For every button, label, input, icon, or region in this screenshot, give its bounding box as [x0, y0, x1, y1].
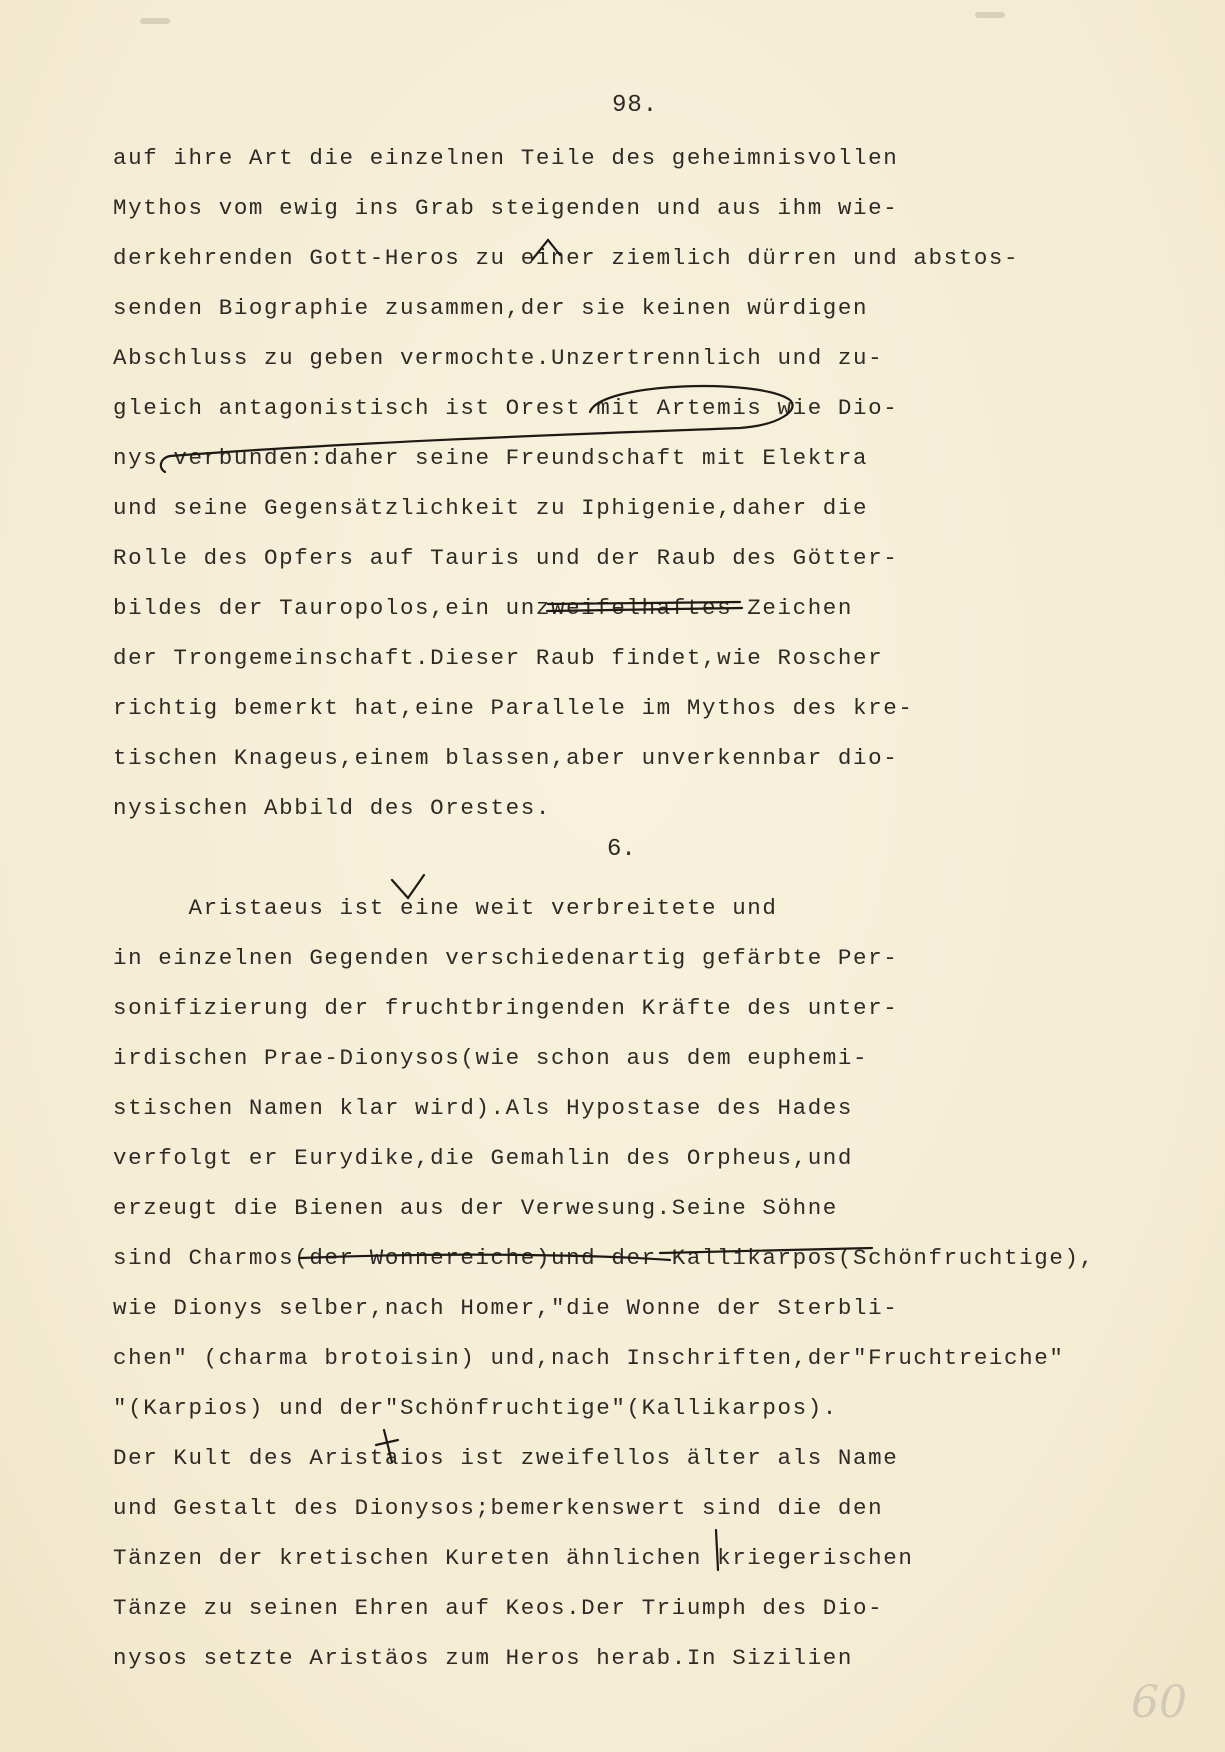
text-line: Der Kult des Aristaios ist zweifellos älter als Name [113, 1445, 899, 1471]
text-line: der Trongemeinschaft.Dieser Raub findet,wie Roscher [113, 645, 884, 671]
text-line: und seine Gegensätzlichkeit zu Iphigenie,daher die [113, 495, 869, 521]
text-line: Tänze zu seinen Ehren auf Keos.Der Triumph des Dio- [113, 1595, 884, 1621]
text-line: richtig bemerkt hat,eine Parallele im Mythos des kre- [113, 695, 914, 721]
text-line: senden Biographie zusammen,der sie keinen würdigen [113, 295, 869, 321]
text-line: sind Charmos(der Wonnereiche)und der Kallikarpos(Schönfruchtige), [113, 1245, 1095, 1271]
text-line: in einzelnen Gegenden verschiedenartig gefärbte Per- [113, 945, 899, 971]
text-line: sonifizierung der fruchtbringenden Kräfte des unter- [113, 995, 899, 1021]
text-line: derkehrenden Gott-Heros zu einer ziemlich dürren und abstos- [113, 245, 1020, 271]
text-line: Rolle des Opfers auf Tauris und der Raub des Götter- [113, 545, 899, 571]
text-line: nysos setzte Aristäos zum Heros herab.In Sizilien [113, 1645, 854, 1671]
text-line: Mythos vom ewig ins Grab steigenden und aus ihm wie- [113, 195, 899, 221]
section-number: 6. [607, 836, 636, 863]
text-line: "(Karpios) und der"Schönfruchtige"(Kallikarpos). [113, 1395, 838, 1421]
paper-mark [140, 18, 170, 24]
text-line: irdischen Prae-Dionysos(wie schon aus dem euphemi- [113, 1045, 869, 1071]
text-line: verfolgt er Eurydike,die Gemahlin des Orpheus,und [113, 1145, 854, 1171]
text-line: und Gestalt des Dionysos;bemerkenswert sind die den [113, 1495, 884, 1521]
text-line: wie Dionys selber,nach Homer,"die Wonne der Sterbli- [113, 1295, 899, 1321]
archive-folio-number: 60 [1131, 1677, 1187, 1728]
text-line: chen" (charma brotoisin) und,nach Inschriften,der"Fruchtreiche" [113, 1345, 1065, 1371]
text-line: auf ihre Art die einzelnen Teile des geheimnisvollen [113, 145, 899, 171]
text-line: nys verbunden:daher seine Freundschaft mit Elektra [113, 445, 869, 471]
text-line: nysischen Abbild des Orestes. [113, 795, 551, 821]
text-line: bildes der Tauropolos,ein unzweifelhaftes Zeichen [113, 595, 854, 621]
text-line: gleich antagonistisch ist Orest mit Artemis wie Dio- [113, 395, 899, 421]
text-line: Tänzen der kretischen Kureten ähnlichen kriegerischen [113, 1545, 914, 1571]
text-line: erzeugt die Bienen aus der Verwesung.Seine Söhne [113, 1195, 838, 1221]
text-line: stischen Namen klar wird).Als Hypostase des Hades [113, 1095, 854, 1121]
page-number: 98. [612, 92, 659, 119]
paper-mark [975, 12, 1005, 18]
text-line: tischen Knageus,einem blassen,aber unverkennbar dio- [113, 745, 899, 771]
text-line: Aristaeus ist eine weit verbreitete und [113, 895, 778, 921]
text-line: Abschluss zu geben vermochte.Unzertrennlich und zu- [113, 345, 884, 371]
